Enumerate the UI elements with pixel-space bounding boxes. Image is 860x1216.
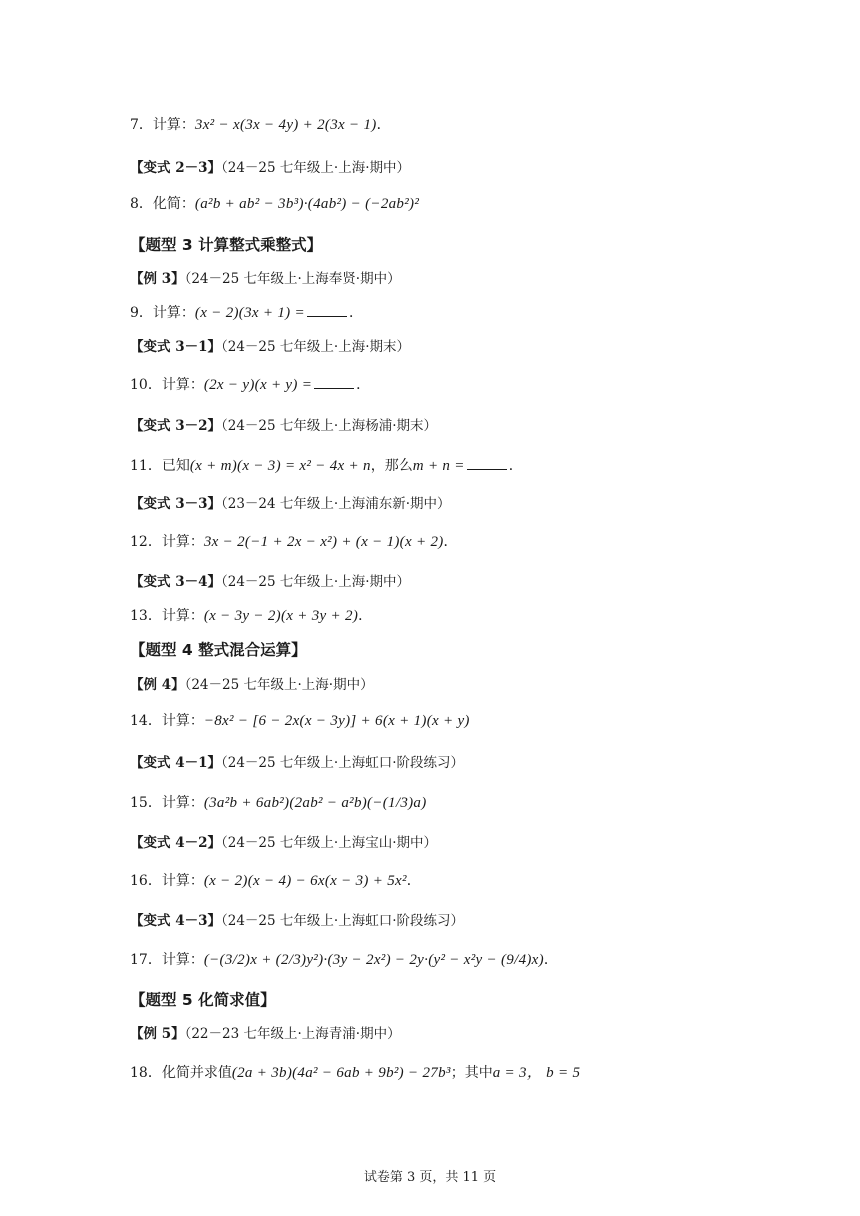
answer-blank[interactable] bbox=[467, 455, 507, 470]
problem-number: 14． bbox=[130, 713, 162, 729]
source-line bbox=[130, 494, 450, 514]
problem-line bbox=[130, 606, 372, 626]
variant-label: 【变式 3－1】 bbox=[130, 339, 221, 355]
problem-tail: ． bbox=[443, 534, 458, 550]
page-footer: 试卷第 3 页，共 11 页 bbox=[363, 1170, 497, 1185]
problem-verb: 计算： bbox=[161, 795, 204, 811]
answer-blank[interactable] bbox=[314, 374, 354, 389]
math-expression: (x − 2)(x − 4) − 6x(x − 3) + 5x² bbox=[203, 873, 407, 889]
problem-tail: ． bbox=[406, 873, 421, 889]
source-text: （24－25 七年级上·上海·期中） bbox=[221, 160, 410, 176]
variant-label: 【变式 3－3】 bbox=[130, 496, 221, 512]
problem-verb: 计算： bbox=[161, 377, 204, 393]
math-expression: (x + m)(x − 3) = x² − 4x + n bbox=[189, 458, 371, 474]
problem-verb: 计算： bbox=[152, 305, 195, 321]
problem-number: 16． bbox=[130, 873, 162, 889]
source-text: （22－23 七年级上·上海青浦·期中） bbox=[184, 1026, 401, 1042]
source-text: （23－24 七年级上·上海浦东新·期中） bbox=[221, 496, 451, 512]
problem-tail: ． bbox=[543, 952, 558, 968]
section-heading: 【题型 4 整式混合运算】 bbox=[130, 641, 307, 659]
problem-number: 10． bbox=[130, 377, 162, 393]
source-text: （24－25 七年级上·上海杨浦·期末） bbox=[221, 418, 437, 434]
section-heading: 【题型 3 计算整式乘整式】 bbox=[130, 236, 323, 254]
section-heading: 【题型 5 化简求值】 bbox=[130, 991, 276, 1009]
problem-verb: 计算： bbox=[161, 873, 204, 889]
problem-number: 9． bbox=[130, 305, 153, 321]
source-line bbox=[130, 416, 437, 436]
problem-line bbox=[130, 455, 523, 476]
source-line bbox=[130, 1024, 401, 1044]
problem-number: 7． bbox=[130, 117, 153, 133]
source-text: （24－25 七年级上·上海虹口·阶段练习） bbox=[221, 913, 464, 929]
problem-tail: ． bbox=[348, 305, 363, 321]
source-line bbox=[130, 753, 464, 773]
source-line bbox=[130, 572, 410, 592]
source-text: （24－25 七年级上·上海宝山·期中） bbox=[221, 835, 437, 851]
source-text: （24－25 七年级上·上海·期末） bbox=[221, 339, 410, 355]
problem-verb: 计算： bbox=[161, 534, 204, 550]
math-expression: (3a²b + 6ab²)(2ab² − a²b)(−(1/3)a) bbox=[203, 795, 427, 811]
problem-tail: ． bbox=[358, 608, 373, 624]
problem-tail: ． bbox=[376, 117, 391, 133]
problem-line bbox=[130, 793, 427, 813]
problem-number: 17． bbox=[130, 952, 162, 968]
problem-line bbox=[130, 115, 391, 135]
problem-tail: ． bbox=[508, 458, 523, 474]
problem-verb: 计算： bbox=[161, 608, 204, 624]
problem-line bbox=[130, 374, 370, 395]
problem-line bbox=[130, 950, 558, 970]
problem-verb: 已知 bbox=[161, 458, 190, 474]
problem-verb: 化简并求值 bbox=[161, 1065, 232, 1081]
source-line bbox=[130, 269, 401, 289]
problem-line bbox=[130, 302, 363, 323]
math-expression: −8x² − [6 − 2x(x − 3y)] + 6(x + 1)(x + y) bbox=[203, 713, 470, 729]
math-expression: (a²b + ab² − 3b³)·(4ab²) − (−2ab²)² bbox=[194, 196, 420, 212]
variant-label: 【变式 4－1】 bbox=[130, 755, 221, 771]
problem-line bbox=[130, 194, 419, 214]
math-expression: 3x − 2(−1 + 2x − x²) + (x − 1)(x + 2) bbox=[203, 534, 444, 550]
source-line bbox=[130, 675, 374, 695]
math-expression: (2x − y)(x + y) = bbox=[203, 377, 313, 393]
problem-number: 11． bbox=[130, 458, 162, 474]
problem-tail: ． bbox=[356, 377, 371, 393]
math-expression-2: m + n = bbox=[412, 458, 465, 474]
math-expression: (x − 2)(3x + 1) = bbox=[194, 305, 305, 321]
variant-label: 【变式 4－3】 bbox=[130, 913, 221, 929]
math-expression-2: a = 3， b = 5 bbox=[492, 1065, 581, 1081]
variant-label: 【例 5】 bbox=[130, 1026, 185, 1042]
variant-label: 【例 3】 bbox=[130, 271, 185, 287]
variant-label: 【变式 3－4】 bbox=[130, 574, 221, 590]
problem-number: 13． bbox=[130, 608, 162, 624]
math-expression: (2a + 3b)(4a² − 6ab + 9b²) − 27b³ bbox=[231, 1065, 451, 1081]
problem-line bbox=[130, 1063, 580, 1083]
problem-number: 18． bbox=[130, 1065, 162, 1081]
problem-number: 15． bbox=[130, 795, 162, 811]
source-line bbox=[130, 833, 437, 853]
source-text: （24－25 七年级上·上海·期中） bbox=[221, 574, 410, 590]
math-expression: (−(3/2)x + (2/3)y²)·(3y − 2x²) − 2y·(y² − x²y − (9/4)x) bbox=[203, 952, 544, 968]
problem-connector: ；其中 bbox=[450, 1065, 493, 1081]
source-line bbox=[130, 911, 464, 931]
source-line bbox=[130, 337, 410, 357]
math-expression: (x − 3y − 2)(x + 3y + 2) bbox=[203, 608, 359, 624]
problem-line bbox=[130, 532, 458, 552]
variant-label: 【变式 4－2】 bbox=[130, 835, 221, 851]
source-text: （24－25 七年级上·上海·期中） bbox=[184, 677, 374, 693]
variant-label: 【变式 3－2】 bbox=[130, 418, 221, 434]
math-expression: 3x² − x(3x − 4y) + 2(3x − 1) bbox=[194, 117, 377, 133]
problem-verb: 计算： bbox=[161, 952, 204, 968]
source-text: （24－25 七年级上·上海奉贤·期中） bbox=[184, 271, 401, 287]
problem-connector: ，那么 bbox=[370, 458, 413, 474]
problem-line bbox=[130, 711, 470, 731]
variant-label: 【例 4】 bbox=[130, 677, 185, 693]
problem-verb: 计算： bbox=[152, 117, 195, 133]
problem-line bbox=[130, 871, 421, 891]
problem-verb: 计算： bbox=[161, 713, 204, 729]
answer-blank[interactable] bbox=[307, 302, 347, 317]
source-text: （24－25 七年级上·上海虹口·阶段练习） bbox=[221, 755, 464, 771]
variant-label: 【变式 2－3】 bbox=[130, 160, 221, 176]
problem-number: 8． bbox=[130, 196, 153, 212]
problem-number: 12． bbox=[130, 534, 162, 550]
source-line bbox=[130, 158, 410, 178]
problem-verb: 化简： bbox=[152, 196, 195, 212]
